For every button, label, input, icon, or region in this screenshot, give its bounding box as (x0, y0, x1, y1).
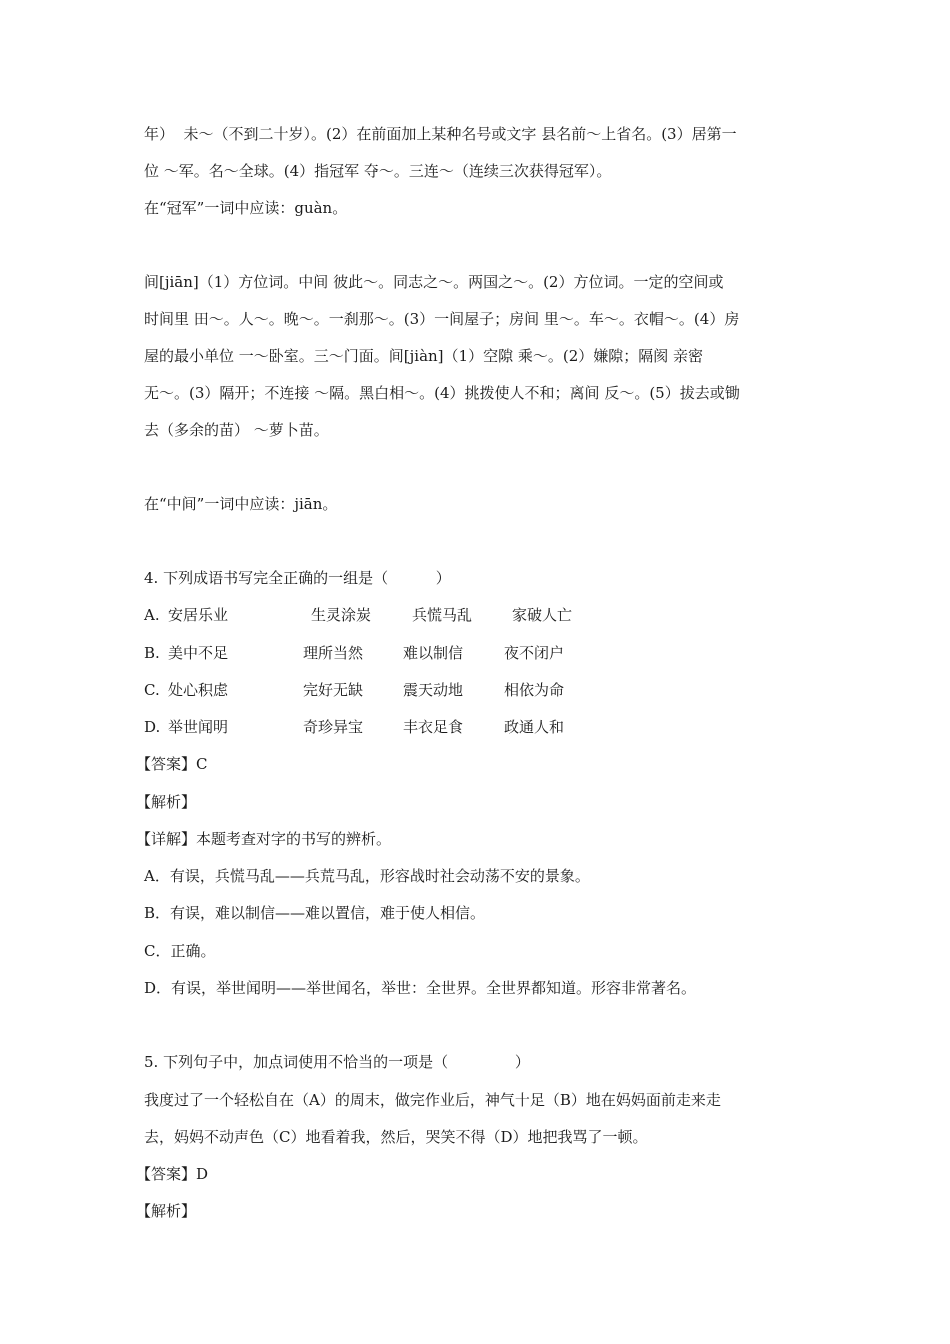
jian-line-2: 时间里 田～。人～。晚～。一刹那～。(3）一间屋子；房间 里～。车～。衣帽～。(4）房 (144, 310, 740, 328)
guan-line-1: 年） 未～（不到二十岁）。(2）在前面加上某种名号或文字 县名前～上省名。(3）居第一 (144, 125, 737, 143)
idiom: 丰衣足食 (403, 718, 464, 736)
guan-line-2: 位 ～军。名～全球。(4）指冠军 夺～。三连～（连续三次获得冠军）。 (144, 162, 612, 180)
jian-line-4: 无～。(3）隔开；不连接 ～隔。黑白相～。(4）挑拨使人不和；离间 反～。(5）拔去或锄 (144, 384, 740, 402)
idiom: 震天动地 (403, 681, 464, 699)
idiom: 美中不足 (168, 644, 229, 662)
q5-analysis-title: 【解析】 (136, 1202, 197, 1220)
idiom: 兵慌马乱 (412, 606, 473, 624)
option-label: A. (144, 606, 160, 624)
idiom: 处心积虑 (168, 681, 229, 699)
idiom: 举世闻明 (168, 718, 229, 736)
q4-stem: 4. 下列成语书写完全正确的一组是（ ） (144, 569, 451, 587)
jian-line-3: 屋的最小单位 一～卧室。三～门面。间[jiàn]（1）空隙 乘～。(2）嫌隙；隔阂 亲密 (144, 347, 704, 365)
q4-analysis-title: 【解析】 (136, 793, 197, 811)
idiom: 难以制信 (403, 644, 464, 662)
q4-explanation-b: B．有误，难以制信——难以置信，难于使人相信。 (144, 904, 486, 922)
q5-stem: 5. 下列句子中，加点词使用不恰当的一项是（ ） (144, 1053, 530, 1071)
idiom: 相依为命 (504, 681, 565, 699)
jian-line-5: 去（多余的苗） ～萝卜苗。 (144, 421, 329, 439)
jian-answer: 在“中间”一词中应读：jiān。 (144, 495, 338, 513)
option-label: C. (144, 681, 160, 699)
q4-answer: 【答案】C (136, 755, 208, 773)
idiom: 完好无缺 (303, 681, 364, 699)
idiom: 生灵涂炭 (311, 606, 372, 624)
idiom: 奇珍异宝 (303, 718, 364, 736)
q5-answer: 【答案】D (136, 1165, 209, 1183)
idiom: 安居乐业 (168, 606, 229, 624)
idiom: 政通人和 (504, 718, 565, 736)
q4-explanation-c: C．正确。 (144, 942, 216, 960)
jian-line-1: 间[jiān]（1）方位词。中间 彼此～。同志之～。两国之～。(2）方位词。一定的空间或 (144, 273, 724, 291)
q4-explanation-d: D．有误，举世闻明——举世闻名，举世：全世界。全世界都知道。形容非常著名。 (144, 979, 697, 997)
q5-sentence-line-1: 我度过了一个轻松自在（A）的周末，做完作业后，神气十足（B）地在妈妈面前走来走 (144, 1091, 721, 1109)
q4-detail: 【详解】本题考查对字的书写的辨析。 (136, 830, 392, 848)
option-label: D. (144, 718, 161, 736)
guan-answer: 在“冠军”一词中应读：guàn。 (144, 199, 348, 217)
q4-explanation-a: A．有误，兵慌马乱——兵荒马乱，形容战时社会动荡不安的景象。 (144, 867, 590, 885)
idiom: 家破人亡 (512, 606, 573, 624)
q5-sentence-line-2: 去，妈妈不动声色（C）地看着我，然后，哭笑不得（D）地把我骂了一顿。 (144, 1128, 648, 1146)
idiom: 理所当然 (303, 644, 364, 662)
option-label: B. (144, 644, 160, 662)
idiom: 夜不闭户 (504, 644, 565, 662)
